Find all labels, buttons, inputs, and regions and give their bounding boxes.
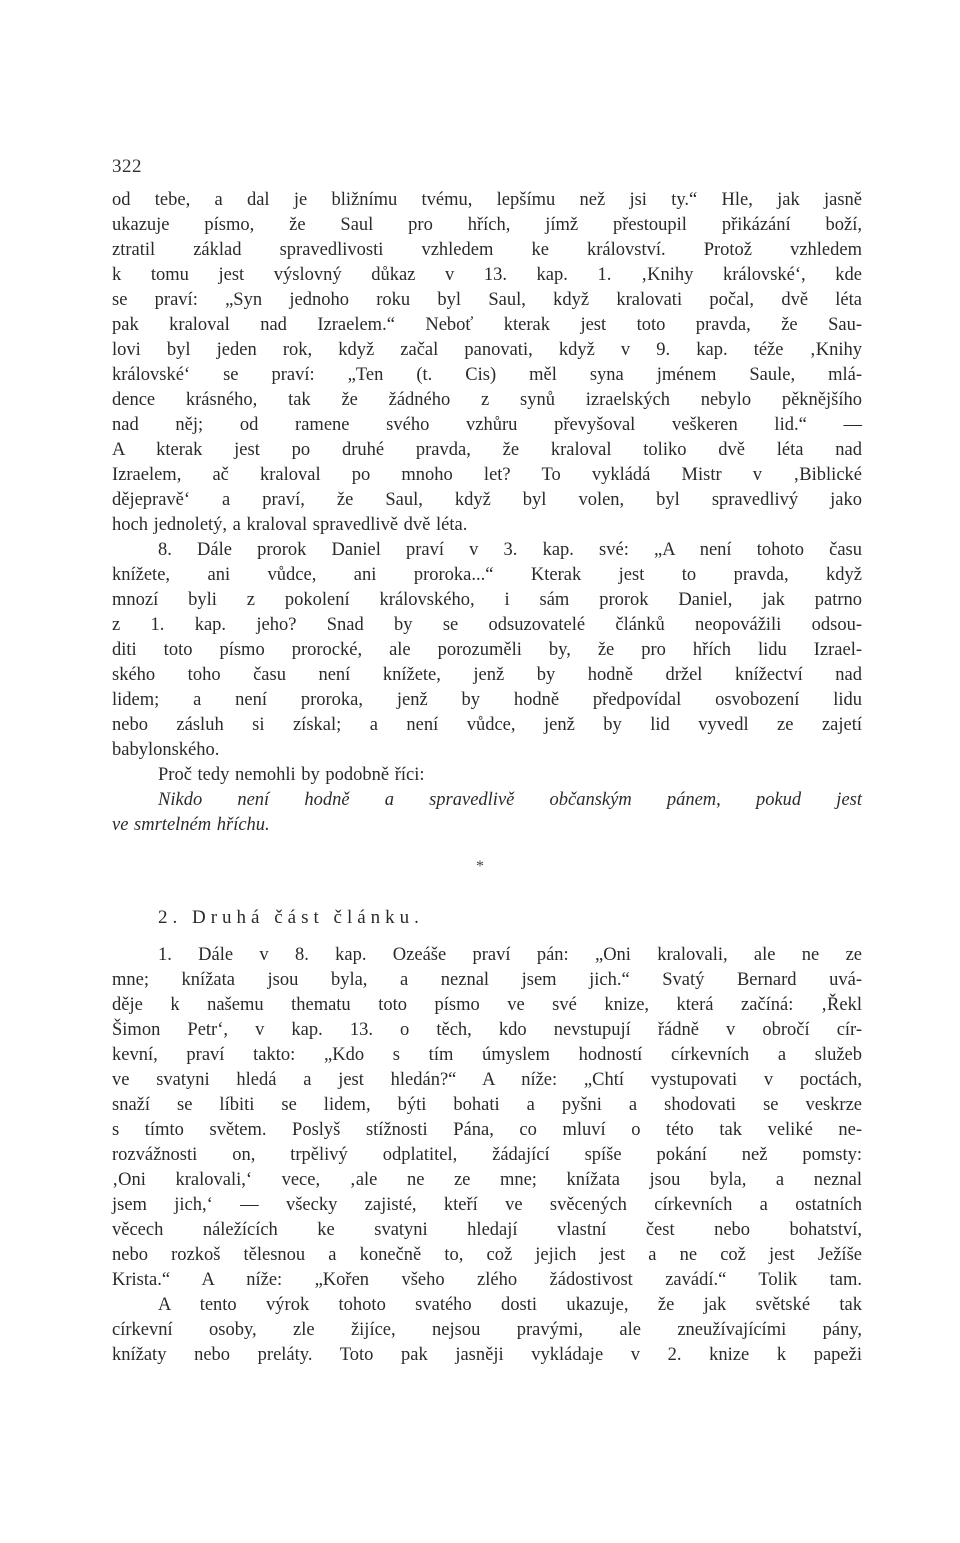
- text-line: rozvážnosti on, trpělivý odplatitel, žádající spíše pokání než pomsty:: [112, 1145, 862, 1165]
- text-line: s tímto světem. Poslyš stížnosti Pána, co mluví o této tak veliké ne-: [112, 1120, 862, 1140]
- text-line: ve svatyni hledá a jest hledán?“ A níže: „Chtí vystupovati v poctách,: [112, 1070, 862, 1090]
- text-line: Izraelem, ač kraloval po mnoho let? To vykládá Mistr v ‚Biblické: [112, 465, 862, 485]
- text-line: nad něj; od ramene svého vzhůru převyšoval veškeren lid.“ —: [112, 415, 862, 435]
- text-line: lovi byl jeden rok, když začal panovati, když v 9. kap. téže ‚Knihy: [112, 340, 862, 360]
- text-line: Šimon Petr‘, v kap. 13. o těch, kdo nevstupují řádně v obročí cír-: [112, 1020, 862, 1040]
- section-divider-asterism: *: [476, 858, 484, 875]
- text-line: 8. Dále prorok Daniel praví v 3. kap. své: „A není tohoto času: [158, 540, 862, 560]
- text-line: ztratil základ spravedlivosti vzhledem ke království. Protož vzhledem: [112, 240, 862, 260]
- text-line: 1. Dále v 8. kap. Ozeáše praví pán: „Oni kralovali, ale ne ze: [158, 945, 862, 965]
- text-line: ukazuje písmo, že Saul pro hřích, jímž přestoupil přikázání boží,: [112, 215, 862, 235]
- paragraph-block-1: [112, 188, 862, 838]
- text-line: dence krásného, tak že žádného z synů izraelských nebylo pěknějšího: [112, 390, 862, 410]
- text-line: snaží se líbiti se lidem, býti bohati a pyšni a shodovati se veskrze: [112, 1095, 862, 1115]
- text-line: knížete, ani vůdce, ani proroka...“ Kterak jest to pravda, když: [112, 565, 862, 585]
- text-line: mne; knížata jsou byla, a neznal jsem jich.“ Svatý Bernard uvá-: [112, 970, 862, 990]
- text-line: Proč tedy nemohli by podobně říci:: [158, 765, 425, 785]
- text-line: ského toho času není knížete, jenž by hodně držel knížectví nad: [112, 665, 862, 685]
- paragraph-block-2: [112, 943, 862, 1368]
- text-line: královské‘ se praví: „Ten (t. Cis) měl syna jménem Saule, mlá-: [112, 365, 862, 385]
- text-line: A kterak jest po druhé pravda, že kraloval toliko dvě léta nad: [112, 440, 862, 460]
- text-line: A tento výrok tohoto svatého dosti ukazuje, že jak světské tak: [158, 1295, 862, 1315]
- italic-text-line: Nikdo není hodně a spravedlivě občanským pánem, pokud jest: [158, 790, 862, 810]
- text-line: z 1. kap. jeho? Snad by se odsuzovatelé článků neopovážili odsou-: [112, 615, 862, 635]
- text-line: mnozí byli z pokolení královského, i sám prorok Daniel, jak patrno: [112, 590, 862, 610]
- text-line: pak kraloval nad Izraelem.“ Neboť kterak jest toto pravda, že Sau-: [112, 315, 862, 335]
- text-line: knížaty nebo preláty. Toto pak jasněji vykládaje v 2. knize k papeži: [112, 1345, 862, 1365]
- text-line: kevní, praví takto: „Kdo s tím úmyslem hodností církevních a služeb: [112, 1045, 862, 1065]
- text-line: nebo rozkoš tělesnou a konečně to, což jejich jest a ne což jest Ježíše: [112, 1245, 862, 1265]
- text-line: babylonského.: [112, 740, 220, 760]
- text-line: se praví: „Syn jednoho roku byl Saul, když kralovati počal, dvě léta: [112, 290, 862, 310]
- text-line: od tebe, a dal je bližnímu tvému, lepšímu než jsi ty.“ Hle, jak jasně: [112, 190, 862, 210]
- text-line: Krista.“ A níže: „Kořen všeho zlého žádostivost zavádí.“ Tolik tam.: [112, 1270, 862, 1290]
- text-line: ‚Oni kralovali,‘ vece, ‚ale ne ze mne; knížata jsou byla, a neznal: [112, 1170, 862, 1190]
- text-line: k tomu jest výslovný důkaz v 13. kap. 1. ‚Knihy královské‘, kde: [112, 265, 862, 285]
- text-line: nebo zásluh si získal; a není vůdce, jenž by lid vyvedl ze zajetí: [112, 715, 862, 735]
- text-line: věcech náležících ke svatyni hledají vlastní čest nebo bohatství,: [112, 1220, 862, 1240]
- text-line: diti toto písmo prorocké, ale porozuměli by, že pro hřích lidu Izrael-: [112, 640, 862, 660]
- text-line: hoch jednoletý, a kraloval spravedlivě dvě léta.: [112, 515, 468, 535]
- italic-text-line: ve smrtelném hříchu.: [112, 815, 270, 835]
- text-line: jsem jich,‘ — všecky zajisté, kteří ve svěcených církevních a ostatních: [112, 1195, 862, 1215]
- text-line: dějepravě‘ a praví, že Saul, když byl volen, byl spravedlivý jako: [112, 490, 862, 510]
- section-heading: 2. Druhá část článku.: [158, 907, 424, 928]
- text-line: děje k našemu thematu toto písmo ve své knize, která začíná: ‚Řekl: [112, 995, 862, 1015]
- page-number: 322: [112, 156, 142, 177]
- text-line: církevní osoby, zle žijíce, nejsou pravými, ale zneužívajícími pány,: [112, 1320, 862, 1340]
- text-line: lidem; a není proroka, jenž by hodně předpovídal osvobození lidu: [112, 690, 862, 710]
